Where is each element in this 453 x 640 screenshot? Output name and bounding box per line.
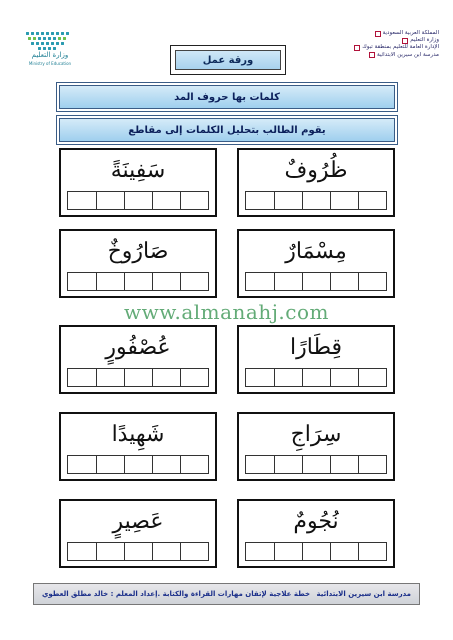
syllable-boxes [67,272,209,291]
word-card [237,325,395,394]
checkbox-icon [375,31,381,37]
footer-school: مدرسة ابن سيرين الابتدائية [316,590,411,598]
syllable-box[interactable] [358,192,386,209]
header-info [319,30,439,59]
worksheet-title: ورقة عمل [175,50,281,70]
syllable-box[interactable] [330,543,358,560]
word-text: صَارُوخٌ [107,238,169,264]
syllable-box[interactable] [358,543,386,560]
syllable-boxes [67,455,209,474]
header-line-school: مدرسة ابن سيرين الابتدائية [319,52,439,59]
word-text: شَهِيدًا [111,421,165,447]
word-text: قِطَارًا [290,334,343,360]
word-text: ظُرُوفٌ [284,157,348,183]
syllable-box[interactable] [330,369,358,386]
word-card [237,229,395,298]
syllable-box[interactable] [152,369,180,386]
word-card [59,499,217,568]
word-card [59,229,217,298]
checkbox-icon [369,52,375,58]
syllable-box[interactable] [358,273,386,290]
checkbox-icon [354,45,360,51]
syllable-box[interactable] [274,456,302,473]
syllable-box[interactable] [246,192,274,209]
syllable-box[interactable] [302,456,330,473]
word-text: نُجُومٌ [293,508,339,534]
syllable-boxes [245,542,387,561]
header-line-ministry: وزارة التعليم [319,37,439,44]
word-card [237,499,395,568]
syllable-box[interactable] [124,543,152,560]
syllable-box[interactable] [302,543,330,560]
syllable-box[interactable] [96,369,124,386]
syllable-box[interactable] [152,273,180,290]
syllable-box[interactable] [358,456,386,473]
syllable-box[interactable] [68,369,96,386]
syllable-box[interactable] [330,456,358,473]
word-card [237,412,395,481]
logo-subtext: Ministry of Education [28,61,72,66]
syllable-box[interactable] [124,192,152,209]
syllable-box[interactable] [358,369,386,386]
word-text: سِرَاجِ [290,421,342,447]
instruction-banner: يقوم الطالب بتحليل الكلمات إلى مقاطع [59,118,395,142]
syllable-box[interactable] [302,192,330,209]
syllable-box[interactable] [180,192,208,209]
syllable-box[interactable] [274,273,302,290]
footer-plan: خطة علاجية لإتقان مهارات القراءة والكتابة .إعداد المعلم : خالد مطلق العطوي [42,590,310,598]
syllable-box[interactable] [152,192,180,209]
syllable-boxes [67,542,209,561]
syllable-box[interactable] [68,456,96,473]
syllable-box[interactable] [96,456,124,473]
syllable-box[interactable] [180,543,208,560]
syllable-box[interactable] [68,543,96,560]
syllable-box[interactable] [152,543,180,560]
syllable-box[interactable] [274,192,302,209]
word-text: سَفِينَةً [110,157,166,183]
syllable-box[interactable] [330,273,358,290]
ministry-logo-icon [18,30,80,52]
syllable-box[interactable] [96,273,124,290]
syllable-boxes [245,455,387,474]
word-text: مِسْمَارٌ [285,238,347,264]
worksheet-title-card [170,45,286,75]
syllable-box[interactable] [180,273,208,290]
word-card [59,412,217,481]
syllable-box[interactable] [152,456,180,473]
word-card [59,325,217,394]
syllable-boxes [245,272,387,291]
word-text: عُصْفُورٍ [105,334,171,360]
watermark: www.almanahj.com [123,300,329,324]
syllable-box[interactable] [180,369,208,386]
syllable-boxes [67,191,209,210]
word-card [59,148,217,217]
syllable-box[interactable] [124,369,152,386]
syllable-box[interactable] [330,192,358,209]
syllable-box[interactable] [180,456,208,473]
checkbox-icon [402,38,408,44]
word-card [237,148,395,217]
word-text: عَصِيرٍ [112,508,164,534]
syllable-box[interactable] [68,192,96,209]
syllable-box[interactable] [96,192,124,209]
syllable-box[interactable] [274,369,302,386]
syllable-box[interactable] [96,543,124,560]
syllable-boxes [67,368,209,387]
syllable-boxes [245,191,387,210]
syllable-box[interactable] [246,369,274,386]
syllable-box[interactable] [274,543,302,560]
syllable-box[interactable] [246,543,274,560]
syllable-box[interactable] [302,369,330,386]
syllable-box[interactable] [302,273,330,290]
header-line-administration: الإدارة العامة للتعليم بمنطقة تبوك [319,44,439,51]
syllable-box[interactable] [246,273,274,290]
syllable-box[interactable] [124,273,152,290]
syllable-boxes [245,368,387,387]
syllable-box[interactable] [68,273,96,290]
header-line-country: المملكة العربية السعودية [319,30,439,37]
syllable-box[interactable] [124,456,152,473]
topic-banner: كلمات بها حروف المد [59,85,395,109]
footer-bar [33,583,420,605]
logo-text: وزارة التعليم [31,51,69,59]
syllable-box[interactable] [246,456,274,473]
